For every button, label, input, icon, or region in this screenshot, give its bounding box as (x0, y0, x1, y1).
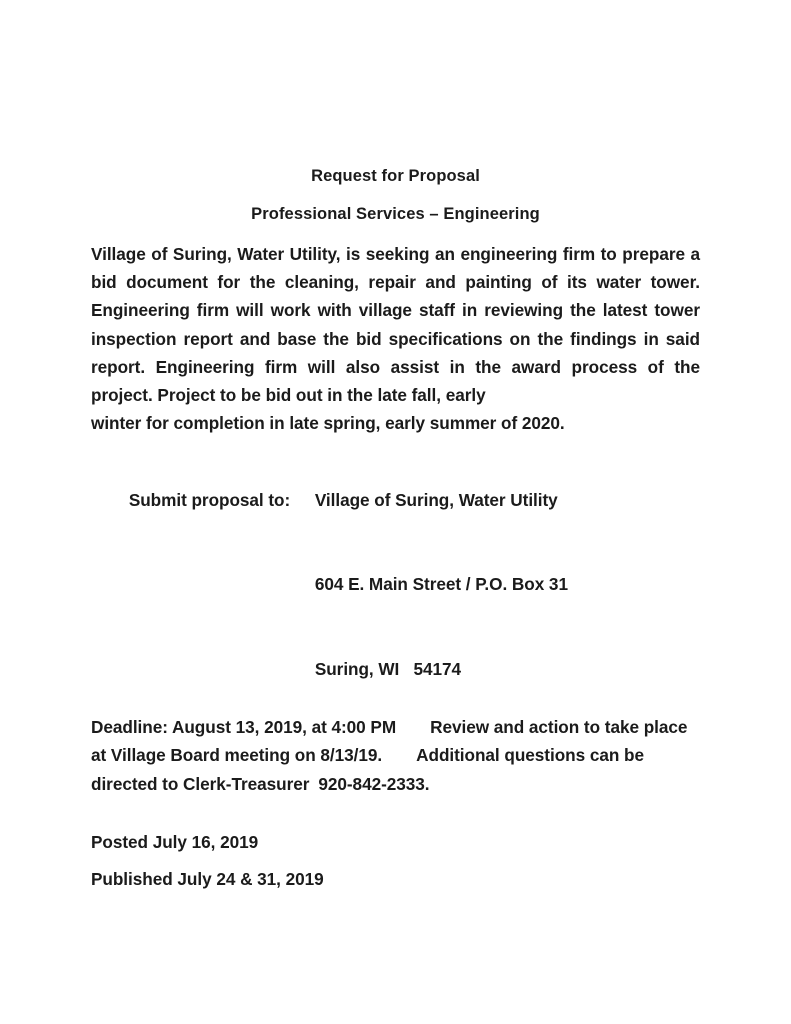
document-title: Request for Proposal (311, 167, 480, 185)
body-paragraph (91, 240, 700, 437)
deadline-paragraph (91, 713, 700, 798)
submit-proposal-row-2 (91, 542, 700, 627)
posted-date: Posted July 16, 2019 (91, 831, 259, 852)
document-subtitle: Professional Services – Engineering (251, 205, 540, 223)
submit-proposal-label: Submit proposal to: (128, 489, 291, 510)
deadline-line-3a: be directed to Clerk-Treasurer (91, 745, 644, 794)
body-line-2: prepare a bid document for the cleaning, repair and painting of its (91, 244, 701, 293)
body-line-6: award process of the project. Project to be bid out in the late fall, early (91, 356, 700, 406)
deadline-line-2a: place at Village Board meeting on 8/13/19. (91, 717, 688, 766)
submit-address-line-3: Suring, WI 54174 (314, 658, 462, 679)
body-line-3: water tower. Engineering firm will work with village staff in reviewing (91, 272, 700, 321)
published-date: Published July 24 & 31, 2019 (91, 869, 324, 890)
body-line-7: winter for completion in late spring, early summer of 2020. (91, 413, 565, 434)
contact-phone-number: 920-842-2333. (318, 773, 430, 794)
submit-proposal-row-1 (91, 457, 700, 542)
body-line-4: the latest tower inspection report and base the bid specifications on (91, 300, 700, 349)
submit-proposal-block (91, 457, 700, 711)
deadline-line-2b: Additional questions can (416, 745, 620, 766)
submit-proposal-row-3 (91, 627, 700, 712)
body-line-5: the findings in said report. Engineering firm will also assist in the (91, 328, 700, 377)
body-line-1: Village of Suring, Water Utility, is seeking an engineering firm to (91, 244, 617, 264)
deadline-line-1a: Deadline: August 13, 2019, at 4:00 PM (91, 717, 397, 738)
spacer-after-body (91, 437, 700, 457)
spacer-before-footer (91, 798, 700, 828)
submit-address-line-1: Village of Suring, Water Utility (314, 489, 558, 510)
deadline-line-1b: Review and action to take (430, 717, 639, 738)
document-body (91, 162, 700, 893)
submit-address-line-2: 604 E. Main Street / P.O. Box 31 (314, 574, 568, 595)
spacer-between-footer-lines (91, 856, 700, 865)
